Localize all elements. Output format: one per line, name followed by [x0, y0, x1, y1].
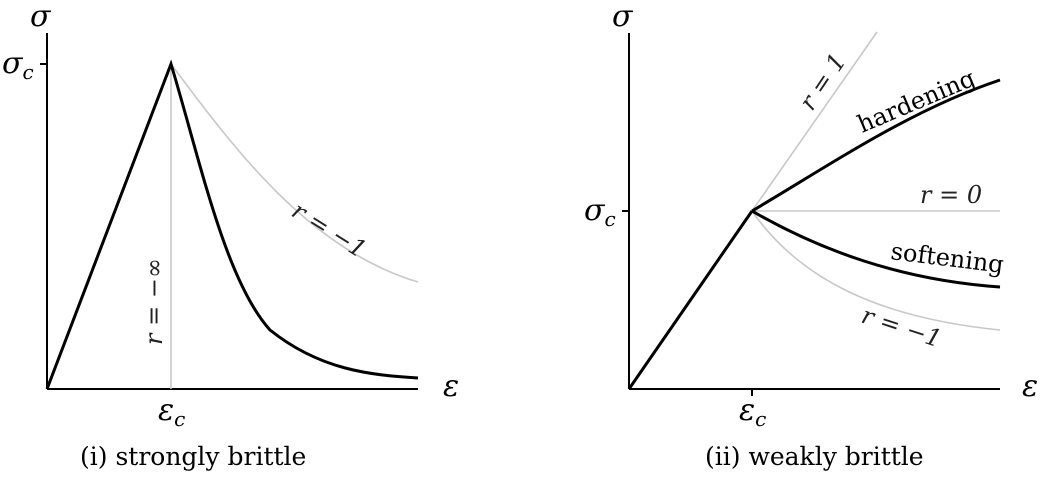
stress-strain-curve [47, 64, 418, 389]
elastic-branch [629, 211, 752, 389]
label-r-minus-one: r = −1 [286, 196, 372, 264]
x-axis-label: ε [1022, 369, 1039, 404]
label-r-minus-infinity: r = −∞ [140, 258, 168, 345]
panel-strongly-brittle [2, 0, 459, 471]
label-r-one: r = 1 [793, 48, 852, 116]
y-tick-label: σc [584, 193, 616, 231]
x-tick-label: εc [739, 393, 767, 431]
reference-curve-r-minus-one [171, 64, 418, 282]
label-r-minus-one: r = −1 [858, 301, 945, 354]
caption-weakly-brittle: (ii) weakly brittle [705, 442, 924, 471]
panel-weakly-brittle [584, 0, 1038, 471]
x-axis-label: ε [443, 369, 460, 404]
y-axis-label: σ [30, 0, 51, 34]
label-softening: softening [889, 237, 1006, 279]
y-tick-label: σc [2, 46, 34, 84]
x-tick-label: εc [158, 393, 186, 431]
label-r-zero: r = 0 [920, 181, 983, 209]
label-hardening: hardening [853, 63, 980, 139]
y-axis-label: σ [612, 0, 633, 34]
caption-strongly-brittle: (i) strongly brittle [80, 442, 307, 471]
